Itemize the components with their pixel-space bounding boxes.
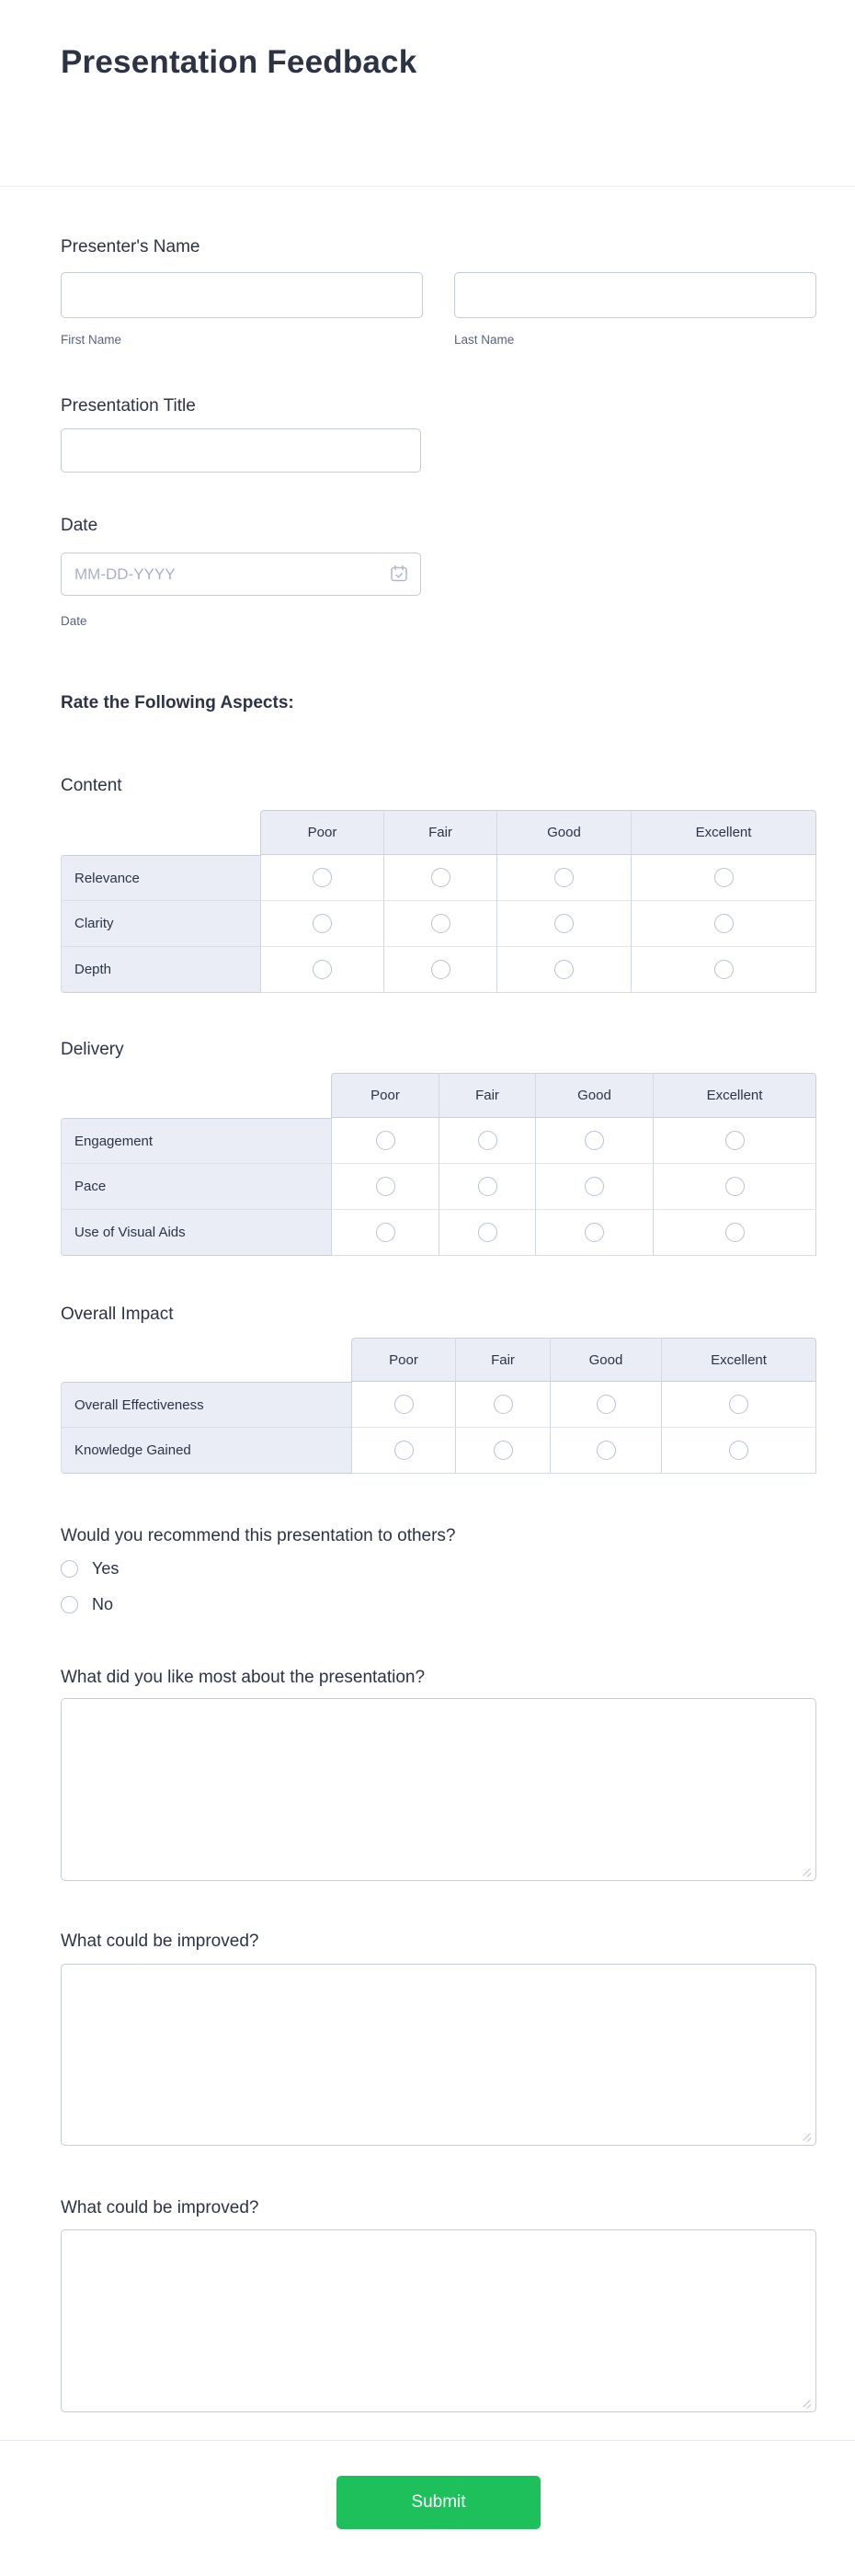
- radio-engagement-fair[interactable]: [478, 1131, 497, 1150]
- column-header-fair: Fair: [455, 1338, 550, 1382]
- question-label-presentation-title: Presentation Title: [61, 396, 196, 416]
- radio-cell-engagement-excellent[interactable]: [653, 1118, 816, 1164]
- radio-relevance-fair[interactable]: [431, 868, 450, 887]
- submit-button[interactable]: Submit: [336, 2476, 541, 2529]
- column-header-fair: Fair: [439, 1073, 535, 1118]
- radio-effectiveness-excellent[interactable]: [729, 1395, 748, 1414]
- first-name-input[interactable]: [61, 272, 423, 318]
- date-sublabel: Date: [61, 614, 87, 628]
- recommend-question-label: Would you recommend this presentation to others?: [61, 1526, 456, 1545]
- date-input-wrap: [61, 553, 421, 596]
- radio-cell-depth-fair[interactable]: [383, 947, 496, 993]
- radio-cell-engagement-good[interactable]: [535, 1118, 653, 1164]
- radio-clarity-excellent[interactable]: [714, 914, 734, 933]
- radio-depth-good[interactable]: [554, 960, 574, 979]
- matrix-row-label-overall-effectiveness: Overall Effectiveness: [61, 1382, 351, 1428]
- radio-effectiveness-good[interactable]: [597, 1395, 616, 1414]
- radio-clarity-good[interactable]: [554, 914, 574, 933]
- radio-cell-effectiveness-good[interactable]: [550, 1382, 661, 1428]
- matrix-row-label-relevance: Relevance: [61, 855, 260, 901]
- radio-knowledge-poor[interactable]: [394, 1441, 414, 1460]
- radio-cell-engagement-fair[interactable]: [439, 1118, 535, 1164]
- radio-relevance-excellent[interactable]: [714, 868, 734, 887]
- matrix-row-label-engagement: Engagement: [61, 1118, 331, 1164]
- radio-cell-effectiveness-excellent[interactable]: [661, 1382, 816, 1428]
- radio-visual-aids-poor[interactable]: [376, 1223, 395, 1242]
- radio-visual-aids-fair[interactable]: [478, 1223, 497, 1242]
- radio-effectiveness-fair[interactable]: [494, 1395, 513, 1414]
- column-header-excellent: Excellent: [631, 810, 816, 855]
- matrix-row-label-knowledge-gained: Knowledge Gained: [61, 1428, 351, 1474]
- recommend-option-yes[interactable]: [61, 1558, 816, 1579]
- first-name-sublabel: First Name: [61, 333, 122, 347]
- improved-1-textarea-wrap: [61, 1964, 816, 2146]
- matrix-title-overall-impact: Overall Impact: [61, 1305, 174, 1324]
- radio-cell-visual-aids-poor[interactable]: [331, 1210, 439, 1256]
- improved-2-textarea-wrap: [61, 2229, 816, 2412]
- column-header-poor: Poor: [351, 1338, 455, 1382]
- question-label-liked-most: What did you like most about the presentation?: [61, 1668, 426, 1687]
- matrix-title-content: Content: [61, 776, 122, 795]
- radio-pace-fair[interactable]: [478, 1177, 497, 1196]
- name-sublabel-row: [61, 332, 816, 348]
- page-title: Presentation Feedback: [61, 44, 417, 80]
- recommend-option-no[interactable]: [61, 1594, 816, 1614]
- matrix-corner-cell: [61, 1073, 331, 1118]
- radio-cell-relevance-poor[interactable]: [260, 855, 383, 901]
- presentation-title-input[interactable]: [61, 428, 421, 473]
- radio-cell-depth-good[interactable]: [496, 947, 631, 993]
- radio-cell-depth-excellent[interactable]: [631, 947, 816, 993]
- question-label-improved-2: What could be improved?: [61, 2198, 259, 2217]
- radio-cell-visual-aids-fair[interactable]: [439, 1210, 535, 1256]
- liked-most-textarea-wrap: [61, 1698, 816, 1881]
- radio-visual-aids-good[interactable]: [585, 1223, 604, 1242]
- matrix-corner-cell: [61, 810, 260, 855]
- radio-pace-poor[interactable]: [376, 1177, 395, 1196]
- liked-most-textarea[interactable]: [61, 1698, 816, 1881]
- column-header-fair: Fair: [383, 810, 496, 855]
- radio-yes[interactable]: [61, 1560, 78, 1578]
- radio-visual-aids-excellent[interactable]: [725, 1223, 745, 1242]
- question-label-date: Date: [61, 516, 98, 535]
- matrix-row-label-pace: Pace: [61, 1164, 331, 1210]
- name-input-row: [61, 272, 816, 318]
- column-header-good: Good: [535, 1073, 653, 1118]
- radio-cell-clarity-fair[interactable]: [383, 901, 496, 947]
- radio-relevance-good[interactable]: [554, 868, 574, 887]
- radio-cell-pace-good[interactable]: [535, 1164, 653, 1210]
- radio-clarity-fair[interactable]: [431, 914, 450, 933]
- radio-cell-relevance-good[interactable]: [496, 855, 631, 901]
- matrix-table-content: [61, 810, 816, 993]
- improved-1-textarea[interactable]: [61, 1964, 816, 2146]
- radio-knowledge-excellent[interactable]: [729, 1441, 748, 1460]
- radio-cell-effectiveness-fair[interactable]: [455, 1382, 550, 1428]
- radio-cell-visual-aids-excellent[interactable]: [653, 1210, 816, 1256]
- radio-knowledge-fair[interactable]: [494, 1441, 513, 1460]
- section-heading: Rate the Following Aspects:: [61, 693, 294, 712]
- column-header-excellent: Excellent: [661, 1338, 816, 1382]
- radio-depth-fair[interactable]: [431, 960, 450, 979]
- radio-no[interactable]: [61, 1596, 78, 1613]
- form-body: [0, 236, 855, 2529]
- radio-clarity-poor[interactable]: [313, 914, 332, 933]
- matrix-corner-cell: [61, 1338, 351, 1382]
- column-header-poor: Poor: [331, 1073, 439, 1118]
- submit-row: [61, 2476, 816, 2529]
- date-input[interactable]: [61, 553, 421, 596]
- radio-pace-good[interactable]: [585, 1177, 604, 1196]
- radio-cell-knowledge-poor[interactable]: [351, 1428, 455, 1474]
- radio-depth-poor[interactable]: [313, 960, 332, 979]
- radio-cell-visual-aids-good[interactable]: [535, 1210, 653, 1256]
- matrix-table-overall-impact: [61, 1338, 816, 1474]
- radio-cell-relevance-excellent[interactable]: [631, 855, 816, 901]
- improved-2-textarea[interactable]: [61, 2229, 816, 2412]
- radio-cell-relevance-fair[interactable]: [383, 855, 496, 901]
- radio-knowledge-good[interactable]: [597, 1441, 616, 1460]
- radio-cell-knowledge-good[interactable]: [550, 1428, 661, 1474]
- matrix-row-label-depth: Depth: [61, 947, 260, 993]
- radio-cell-knowledge-excellent[interactable]: [661, 1428, 816, 1474]
- radio-cell-pace-excellent[interactable]: [653, 1164, 816, 1210]
- column-header-excellent: Excellent: [653, 1073, 816, 1118]
- radio-cell-knowledge-fair[interactable]: [455, 1428, 550, 1474]
- matrix-row-label-clarity: Clarity: [61, 901, 260, 947]
- radio-engagement-excellent[interactable]: [725, 1131, 745, 1150]
- radio-pace-excellent[interactable]: [725, 1177, 745, 1196]
- matrix-title-delivery: Delivery: [61, 1040, 124, 1059]
- radio-cell-engagement-poor[interactable]: [331, 1118, 439, 1164]
- form-header: [0, 44, 855, 187]
- matrix-table-delivery: [61, 1073, 816, 1256]
- column-header-poor: Poor: [260, 810, 383, 855]
- radio-cell-pace-fair[interactable]: [439, 1164, 535, 1210]
- matrix-row-label-visual-aids: Use of Visual Aids: [61, 1210, 331, 1256]
- radio-no-label: No: [92, 1594, 114, 1613]
- radio-cell-depth-poor[interactable]: [260, 947, 383, 993]
- feedback-form: [0, 44, 855, 2576]
- radio-depth-excellent[interactable]: [714, 960, 734, 979]
- radio-engagement-poor[interactable]: [376, 1131, 395, 1150]
- question-label-presenter-name: Presenter's Name: [61, 237, 200, 256]
- radio-cell-effectiveness-poor[interactable]: [351, 1382, 455, 1428]
- radio-cell-pace-poor[interactable]: [331, 1164, 439, 1210]
- radio-cell-clarity-excellent[interactable]: [631, 901, 816, 947]
- last-name-input[interactable]: [454, 272, 816, 318]
- radio-yes-label: Yes: [92, 1558, 120, 1578]
- radio-cell-clarity-poor[interactable]: [260, 901, 383, 947]
- last-name-sublabel: Last Name: [454, 333, 515, 347]
- question-label-improved-1: What could be improved?: [61, 1932, 259, 1951]
- column-header-good: Good: [550, 1338, 661, 1382]
- radio-relevance-poor[interactable]: [313, 868, 332, 887]
- radio-cell-clarity-good[interactable]: [496, 901, 631, 947]
- radio-effectiveness-poor[interactable]: [394, 1395, 414, 1414]
- column-header-good: Good: [496, 810, 631, 855]
- submit-divider: [0, 2440, 855, 2441]
- radio-engagement-good[interactable]: [585, 1131, 604, 1150]
